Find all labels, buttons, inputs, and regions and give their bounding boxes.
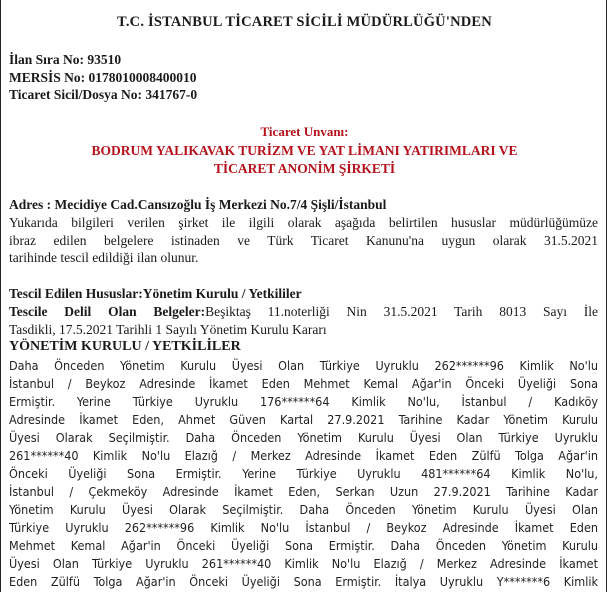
evidence-text-1: Beşiktaş 11.noterliği Nin 31.5.2021 Tarih 8013 Sayı İle: [205, 304, 599, 319]
mersis-no: MERSİS No: 0178010008400010: [9, 69, 197, 85]
ticaret-sicil-no: Ticaret Sicil/Dosya No: 341767-0: [9, 87, 198, 102]
body-line: Önceki Üyeliği Sona Ermiştir. Yerine Türkiye Uyruklu 481******64 Kimlik No'lu,: [9, 466, 598, 481]
body-line: Yönetim Kurulu Üyesi Olarak Seçilmiştir. Daha Önceden Yönetim Kurulu Üyesi Olan: [9, 502, 598, 517]
evidence-documents: [9, 303, 598, 338]
trade-name-line-2: TİCARET ANONİM ŞİRKETİ: [213, 161, 396, 176]
page-title: T.C. İSTANBUL TİCARET SİCİLİ MÜDÜRLÜĞÜ'NDEN: [117, 14, 492, 30]
section-heading: YÖNETİM KURULU / YETKİLİLER: [9, 339, 241, 354]
body-line: Daha Önceden Yönetim Kurulu Üyesi Olan Türkiye Uyruklu 262******96 Kimlik No'lu: [9, 358, 598, 373]
body-line: Adresinde İkamet Eden, Ahmet Güven Kartal 27.9.2021 Tarihine Kadar Yönetim Kurulu: [9, 412, 598, 427]
intro-line: Yukarıda bilgileri verilen şirket ile ilgili olarak aşağıda belirtilen hususlar müdürlüğümüze: [9, 215, 598, 230]
registry-meta: [9, 51, 197, 104]
address: Adres : Mecidiye Cad.Cansızoğlu İş Merkezi No.7/4 Şişli/İstanbul: [9, 197, 387, 212]
body-line: 261******40 Kimlik No'lu Elazığ / Merkez Adresinde İkamet Eden Zülfü Tolga Ağar'in: [9, 448, 598, 463]
body-line: Türkiye Uyruklu 262******96 Kimlik No'lu İstanbul / Beykoz Adresinde İkamet Eden: [9, 520, 598, 535]
body-line: İstanbul / Beykoz Adresinde İkamet Eden Mehmet Kemal Ağar'in Önceki Üyeliği Sona: [9, 376, 598, 391]
intro-line: ibraz edilen belgelere istinaden ve Türk Ticaret Kanunu'na uygun olarak 31.5.2021: [9, 232, 598, 248]
trade-name: [31, 142, 578, 178]
evidence-label: Tescile Delil Olan Belgeler:: [9, 304, 206, 319]
evidence-line-1: [9, 303, 598, 321]
body-line: İstanbul / Çekmeköy Adresinde İkamet Eden, Serkan Uzun 27.9.2021 Tarihine Kadar: [9, 484, 598, 499]
intro-paragraph: [9, 214, 598, 267]
board-changes-text: [9, 357, 598, 591]
body-line: Ermiştir. Yerine Türkiye Uyruklu 176******64 Kimlik No'lu, İstanbul / Kadıköy: [9, 394, 598, 409]
intro-line: tarihinde tescil edildiği ilan olunur.: [9, 250, 199, 265]
evidence-line-2: Tasdikli, 17.5.2021 Tarihli 1 Sayılı Yönetim Kurulu Kararı: [9, 321, 327, 337]
body-line: Mehmet Kemal Ağar'in Önceki Üyeliği Sona Ermiştir. Daha Önceden Yönetim Kurulu: [9, 538, 598, 553]
registered-matters: Tescil Edilen Hususlar:Yönetim Kurulu / Yetkililer: [9, 286, 302, 301]
trade-name-line-1: BODRUM YALIKAVAK TURİZM VE YAT LİMANI YATIRIMLARI VE: [91, 143, 518, 158]
ilan-sira-no: İlan Sıra No: 93510: [9, 52, 122, 67]
body-line: Eden Zülfü Tolga Ağar'in Önceki Üyeliği Sona Ermiştir. İtalya Uyruklu Y*******6 Kimlik: [9, 574, 598, 589]
body-line: Üyesi Olan Türkiye Uyruklu 261******40 Kimlik No'lu Elazığ / Merkez Adresinde İkamet: [9, 556, 598, 571]
body-line: Üyesi Olarak Seçilmiştir. Daha Önceden Yönetim Kurulu Üyesi Olan Türkiye Uyruklu: [9, 430, 598, 445]
trade-name-label: Ticaret Unvanı:: [260, 124, 349, 139]
